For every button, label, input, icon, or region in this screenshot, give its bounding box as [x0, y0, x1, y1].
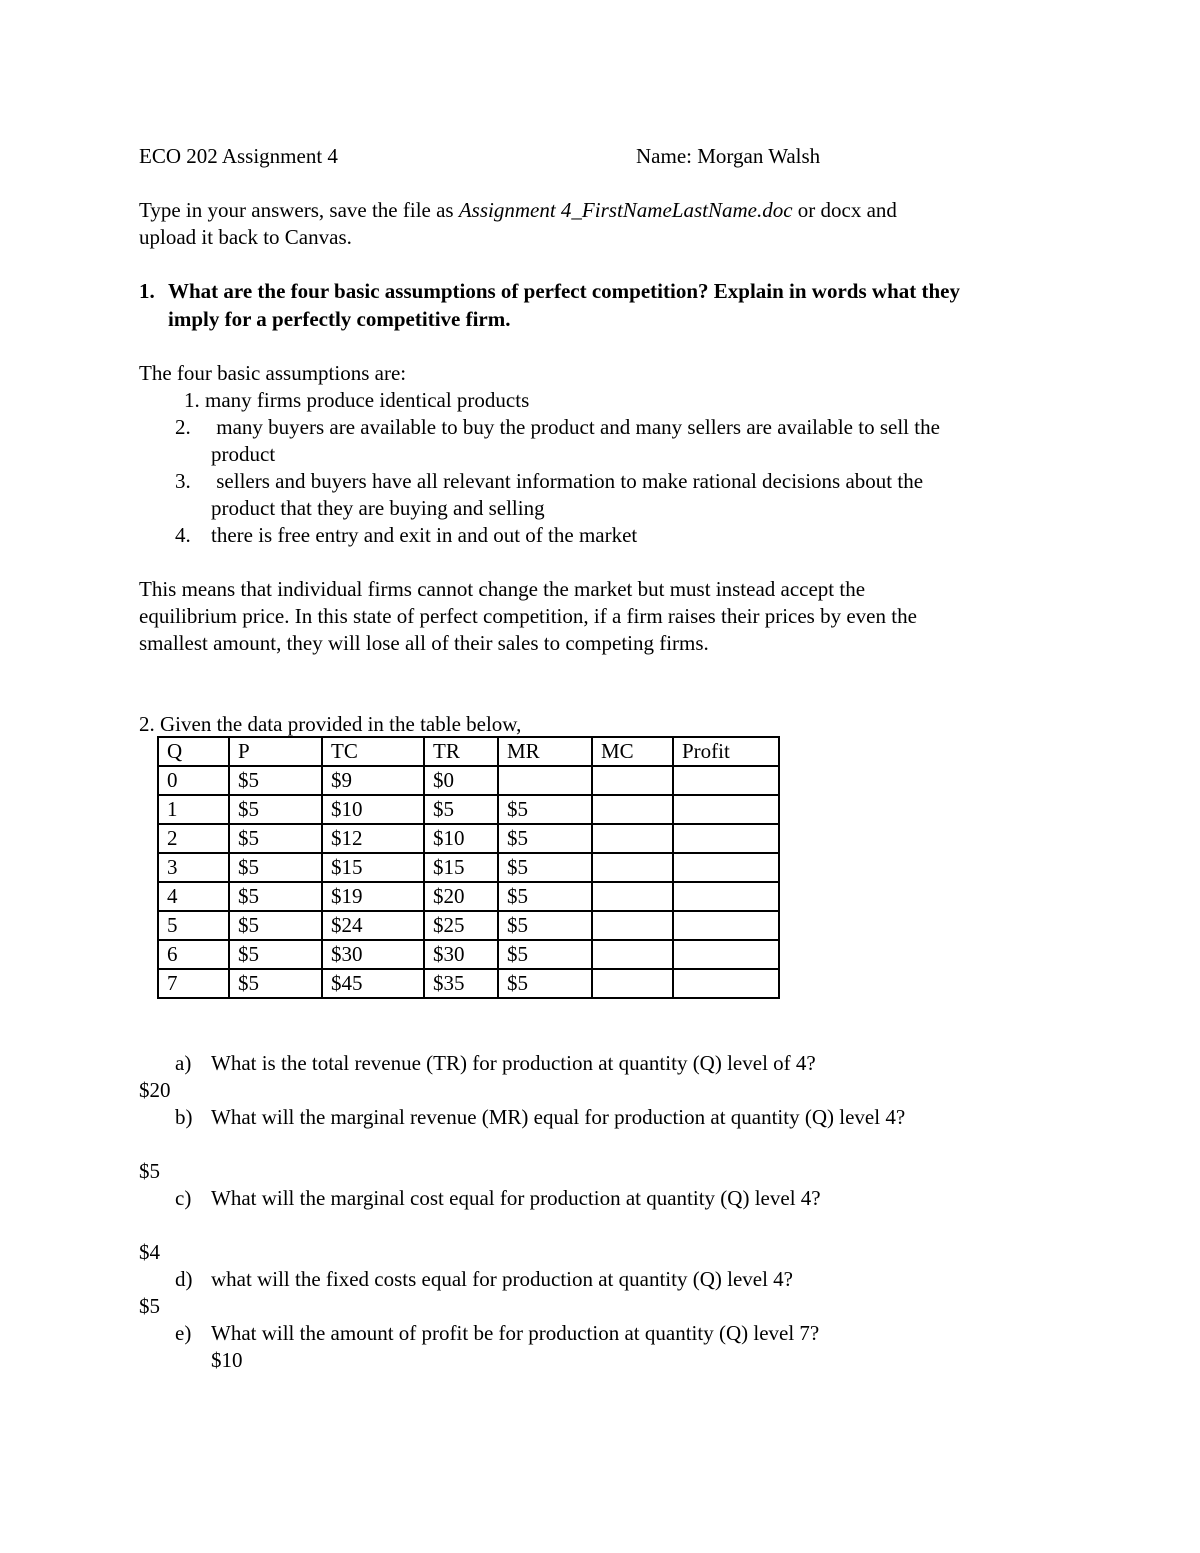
subquestion-a-answer: $20 [139, 1078, 171, 1102]
table-cell: 3 [158, 853, 229, 882]
table-cell [673, 853, 779, 882]
instructions-line-1 [139, 197, 897, 224]
assumption-text: many firms produce identical products [205, 388, 530, 412]
table-cell: $19 [322, 882, 424, 911]
table-cell: $5 [498, 882, 592, 911]
table-cell: $5 [229, 795, 322, 824]
table-cell: $5 [229, 911, 322, 940]
table-cell: $5 [498, 969, 592, 998]
header-p: P [229, 737, 322, 766]
table-cell [592, 940, 673, 969]
question-1-line-1: What are the four basic assumptions of perfect competition? Explain in words what they [168, 279, 960, 303]
table-cell: $5 [229, 969, 322, 998]
table-cell [592, 766, 673, 795]
subquestion-b-answer: $5 [139, 1159, 160, 1183]
table-cell: $0 [424, 766, 498, 795]
table-cell: $5 [229, 824, 322, 853]
subquestion-e-label: e) [175, 1321, 192, 1345]
table-cell [592, 911, 673, 940]
table-cell: $5 [498, 795, 592, 824]
table-cell [673, 795, 779, 824]
table-row [158, 824, 779, 853]
table-cell [498, 766, 592, 795]
table-cell [592, 795, 673, 824]
assumptions-intro: The four basic assumptions are: [139, 361, 407, 385]
table-cell [673, 824, 779, 853]
table-cell: 2 [158, 824, 229, 853]
table-cell: 6 [158, 940, 229, 969]
subquestion-d-text: what will the fixed costs equal for production at quantity (Q) level 4? [211, 1267, 794, 1291]
table-cell [592, 824, 673, 853]
question-2-intro: 2. Given the data provided in the table below, [139, 712, 522, 736]
subquestion-b-label: b) [175, 1105, 193, 1129]
answer-paragraph-line-1: This means that individual firms cannot change the market but must instead accept the [139, 577, 866, 601]
header-mc: MC [592, 737, 673, 766]
table-cell: $5 [229, 766, 322, 795]
table-cell: 4 [158, 882, 229, 911]
table-cell: $15 [424, 853, 498, 882]
table-header-row [158, 737, 779, 766]
table-cell: $5 [229, 940, 322, 969]
header-q: Q [158, 737, 229, 766]
table-cell: $5 [498, 853, 592, 882]
subquestion-a-label: a) [175, 1051, 192, 1075]
assumption-2-line-2: product [211, 442, 276, 466]
table-cell: 7 [158, 969, 229, 998]
table-cell: $10 [424, 824, 498, 853]
assumption-4-number: 4. [175, 523, 191, 547]
table-cell [592, 853, 673, 882]
table-cell: $45 [322, 969, 424, 998]
table-cell: $9 [322, 766, 424, 795]
table-cell: 0 [158, 766, 229, 795]
header-tc: TC [322, 737, 424, 766]
header-tr: TR [424, 737, 498, 766]
table-cell: 1 [158, 795, 229, 824]
table-cell: $5 [498, 911, 592, 940]
assumption-number: 1. [184, 388, 200, 412]
filename-text: Assignment 4_FirstNameLastName.doc [458, 198, 793, 222]
header-mr: MR [498, 737, 592, 766]
instructions-text-end: or docx and [792, 198, 897, 222]
student-name: Name: Morgan Walsh [636, 144, 821, 168]
header-profit: Profit [673, 737, 779, 766]
table-cell [673, 766, 779, 795]
table-cell: $30 [424, 940, 498, 969]
table-cell: $5 [498, 940, 592, 969]
assumption-3-line-1: sellers and buyers have all relevant information to make rational decisions about the [211, 469, 924, 493]
assumption-4-line-1: there is free entry and exit in and out of the market [211, 523, 638, 547]
table-cell: 5 [158, 911, 229, 940]
table-row [158, 882, 779, 911]
answer-paragraph-line-3: smallest amount, they will lose all of their sales to competing firms. [139, 631, 709, 655]
assumption-2-number: 2. [175, 415, 191, 439]
table-cell [673, 969, 779, 998]
subquestion-d-answer: $5 [139, 1294, 160, 1318]
subquestion-c-text: What will the marginal cost equal for production at quantity (Q) level 4? [211, 1186, 821, 1210]
instructions-line-2: upload it back to Canvas. [139, 225, 352, 249]
table-cell: $20 [424, 882, 498, 911]
table-row [158, 795, 779, 824]
table-cell [592, 882, 673, 911]
instructions-text: Type in your answers, save the file as [139, 198, 459, 222]
table-cell: $25 [424, 911, 498, 940]
table-row [158, 766, 779, 795]
subquestion-e-answer: $10 [211, 1348, 243, 1372]
table-cell: $5 [229, 853, 322, 882]
course-title: ECO 202 Assignment 4 [139, 144, 338, 168]
table-cell: $5 [424, 795, 498, 824]
answer-paragraph-line-2: equilibrium price. In this state of perfect competition, if a firm raises their prices by even the [139, 604, 917, 628]
question-1-number: 1. [139, 279, 155, 303]
subquestion-a-text: What is the total revenue (TR) for production at quantity (Q) level of 4? [211, 1051, 816, 1075]
assumption-1 [184, 387, 529, 414]
table-cell: $10 [322, 795, 424, 824]
assumption-3-line-2: product that they are buying and selling [211, 496, 545, 520]
subquestion-b-text: What will the marginal revenue (MR) equal for production at quantity (Q) level 4? [211, 1105, 906, 1129]
subquestion-e-text: What will the amount of profit be for production at quantity (Q) level 7? [211, 1321, 820, 1345]
table-cell: $35 [424, 969, 498, 998]
assumption-2-line-1: many buyers are available to buy the product and many sellers are available to sell the [211, 415, 940, 439]
subquestion-d-label: d) [175, 1267, 193, 1291]
table-cell: $30 [322, 940, 424, 969]
table-cell [673, 911, 779, 940]
table-row [158, 940, 779, 969]
question-1-line-2: imply for a perfectly competitive firm. [168, 307, 511, 331]
assumption-3-number: 3. [175, 469, 191, 493]
table-row [158, 853, 779, 882]
table-cell [592, 969, 673, 998]
table-cell: $5 [229, 882, 322, 911]
table-cell: $5 [498, 824, 592, 853]
table-row [158, 969, 779, 998]
subquestion-c-answer: $4 [139, 1240, 160, 1264]
table-cell [673, 940, 779, 969]
table-cell [673, 882, 779, 911]
table-cell: $12 [322, 824, 424, 853]
cost-revenue-table [157, 736, 780, 999]
table-row [158, 911, 779, 940]
table-cell: $15 [322, 853, 424, 882]
subquestion-c-label: c) [175, 1186, 192, 1210]
table-cell: $24 [322, 911, 424, 940]
